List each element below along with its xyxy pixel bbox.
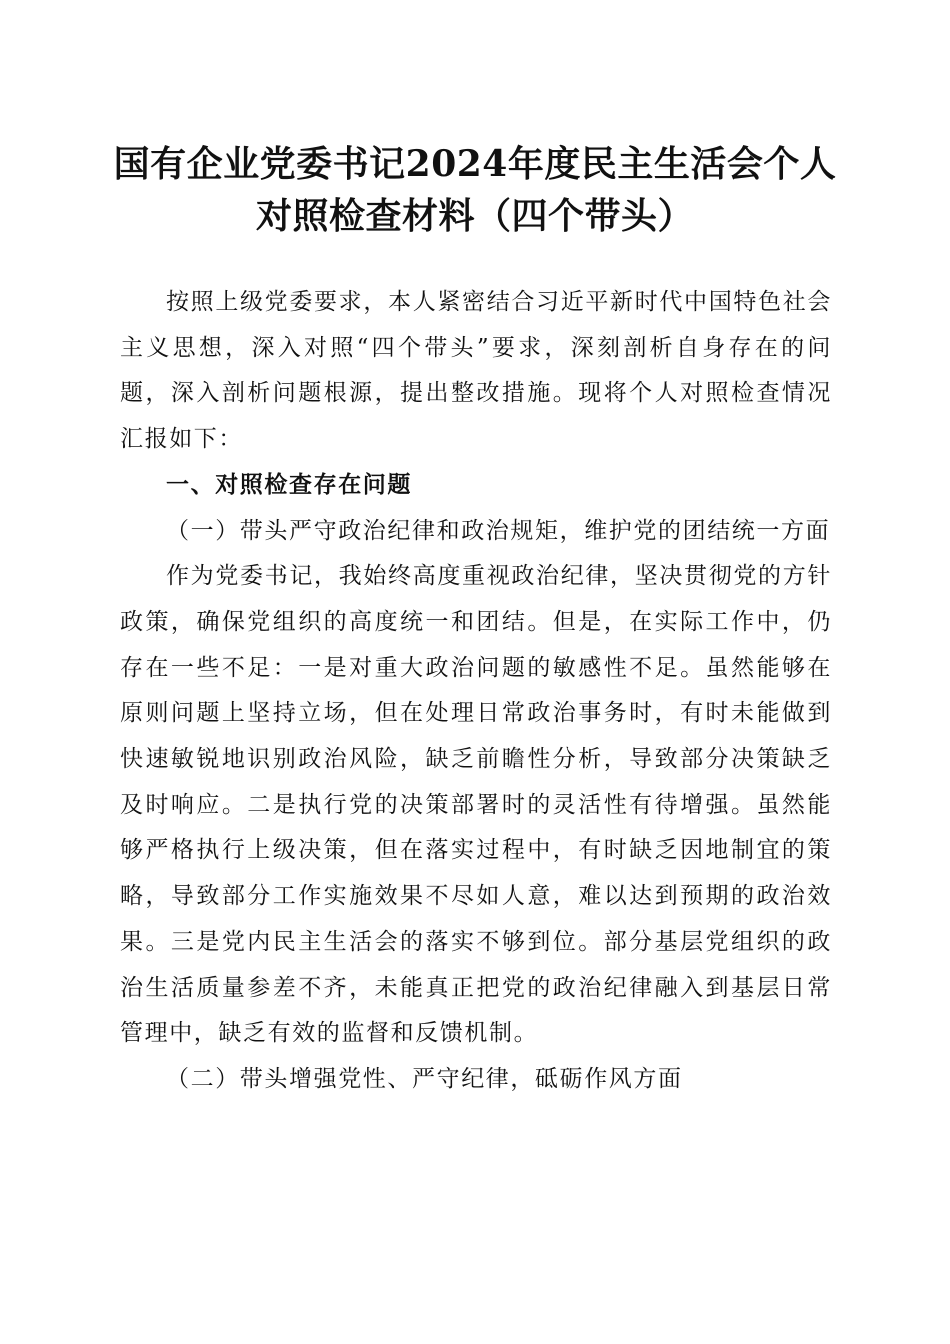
document-body — [120, 280, 832, 1103]
subsection-heading-2: （二）带头增强党性、严守纪律，砥砺作风方面 — [166, 1065, 683, 1092]
intro-paragraph: 按照上级党委要求，本人紧密结合习近平新时代中国特色社会主义思想，深入对照“四个带头”要求，深刻剖析自身存在的问题，深入剖析问题根源，提出整改措施。现将个人对照检查情况汇报如下： — [120, 289, 832, 453]
document-title — [90, 138, 860, 242]
section-heading-1: 一、对照检查存在问题 — [166, 471, 412, 498]
title-line-2: 对照检查材料（四个带头） — [255, 195, 694, 237]
title-line-1: 国有企业党委书记2024年度民主生活会个人 — [113, 143, 837, 185]
subsection-1-paragraph: 作为党委书记，我始终高度重视政治纪律，坚决贯彻党的方针政策，确保党组织的高度统一和团结。但是，在实际工作中，仍存在一些不足：一是对重大政治问题的敏感性不足。虽然能够在原则问题上坚持立场，但在处理日常政治事务时，有时未能做到快速敏锐地识别政治风险，缺乏前瞻性分析，导致部分决策缺乏及时响应。二是执行党的决策部署时的灵活性有待增强。虽然能够严格执行上级决策，但在落实过程中，有时缺乏因地制宜的策略，导致部分工作实施效果不尽如人意，难以达到预期的政治效果。三是党内民主生活会的落实不够到位。部分基层党组织的政治生活质量参差不齐，未能真正把党的政治纪律融入到基层日常管理中，缺乏有效的监督和反馈机制。 — [120, 563, 832, 1047]
subsection-heading-1: （一）带头严守政治纪律和政治规矩，维护党的团结统一方面 — [166, 517, 831, 544]
